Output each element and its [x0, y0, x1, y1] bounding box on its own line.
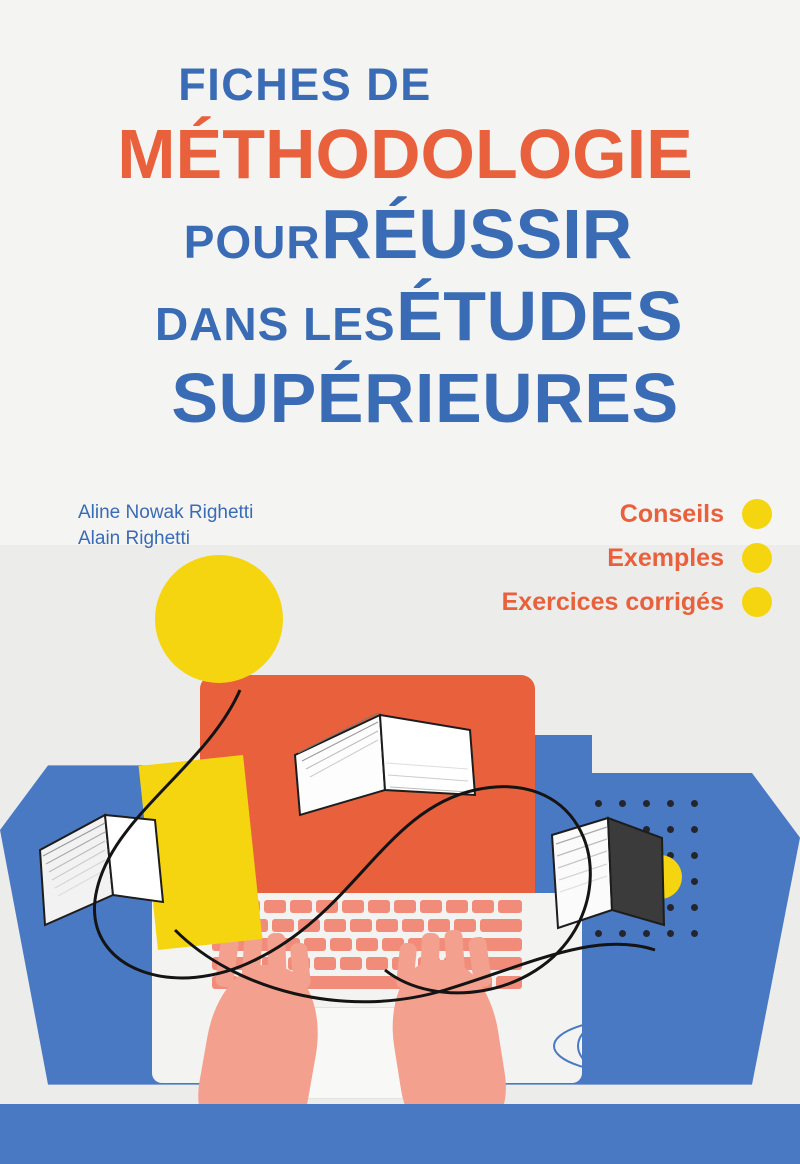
title-line-4-big: ÉTUDES [396, 277, 684, 355]
title-line-3 [16, 195, 800, 273]
list-item [432, 492, 772, 536]
title-line-5: SUPÉRIEURES [171, 359, 679, 437]
title-line-1: FICHES DE [178, 59, 432, 110]
cover-illustration [0, 545, 800, 1164]
publisher-name: ellipses [588, 1030, 692, 1066]
open-book-top-icon [290, 695, 480, 825]
bottom-blue-band [0, 1104, 800, 1164]
open-book-left-icon [35, 790, 185, 940]
circle-bullet-icon [742, 499, 772, 529]
bullet-label: Exercices corrigés [501, 587, 724, 616]
bullet-label: Conseils [619, 499, 724, 528]
authors-block [78, 500, 253, 551]
title-line-4-small: DANS LES [154, 298, 396, 350]
yellow-circle-large [155, 555, 283, 683]
title-line-3-small: POUR [183, 216, 321, 268]
author-name-2: Alain Righetti [78, 527, 190, 549]
title-line-3-big: RÉUSSIR [321, 195, 633, 273]
publisher-logo [550, 1010, 730, 1082]
title-line-2: MÉTHODOLOGIE [117, 115, 693, 193]
bullet-label: Exemples [607, 543, 724, 572]
cover-title-block [0, 59, 800, 437]
open-book-right-icon [540, 800, 680, 950]
author-name-1: Aline Nowak Righetti [78, 502, 254, 523]
title-line-4 [38, 277, 800, 355]
